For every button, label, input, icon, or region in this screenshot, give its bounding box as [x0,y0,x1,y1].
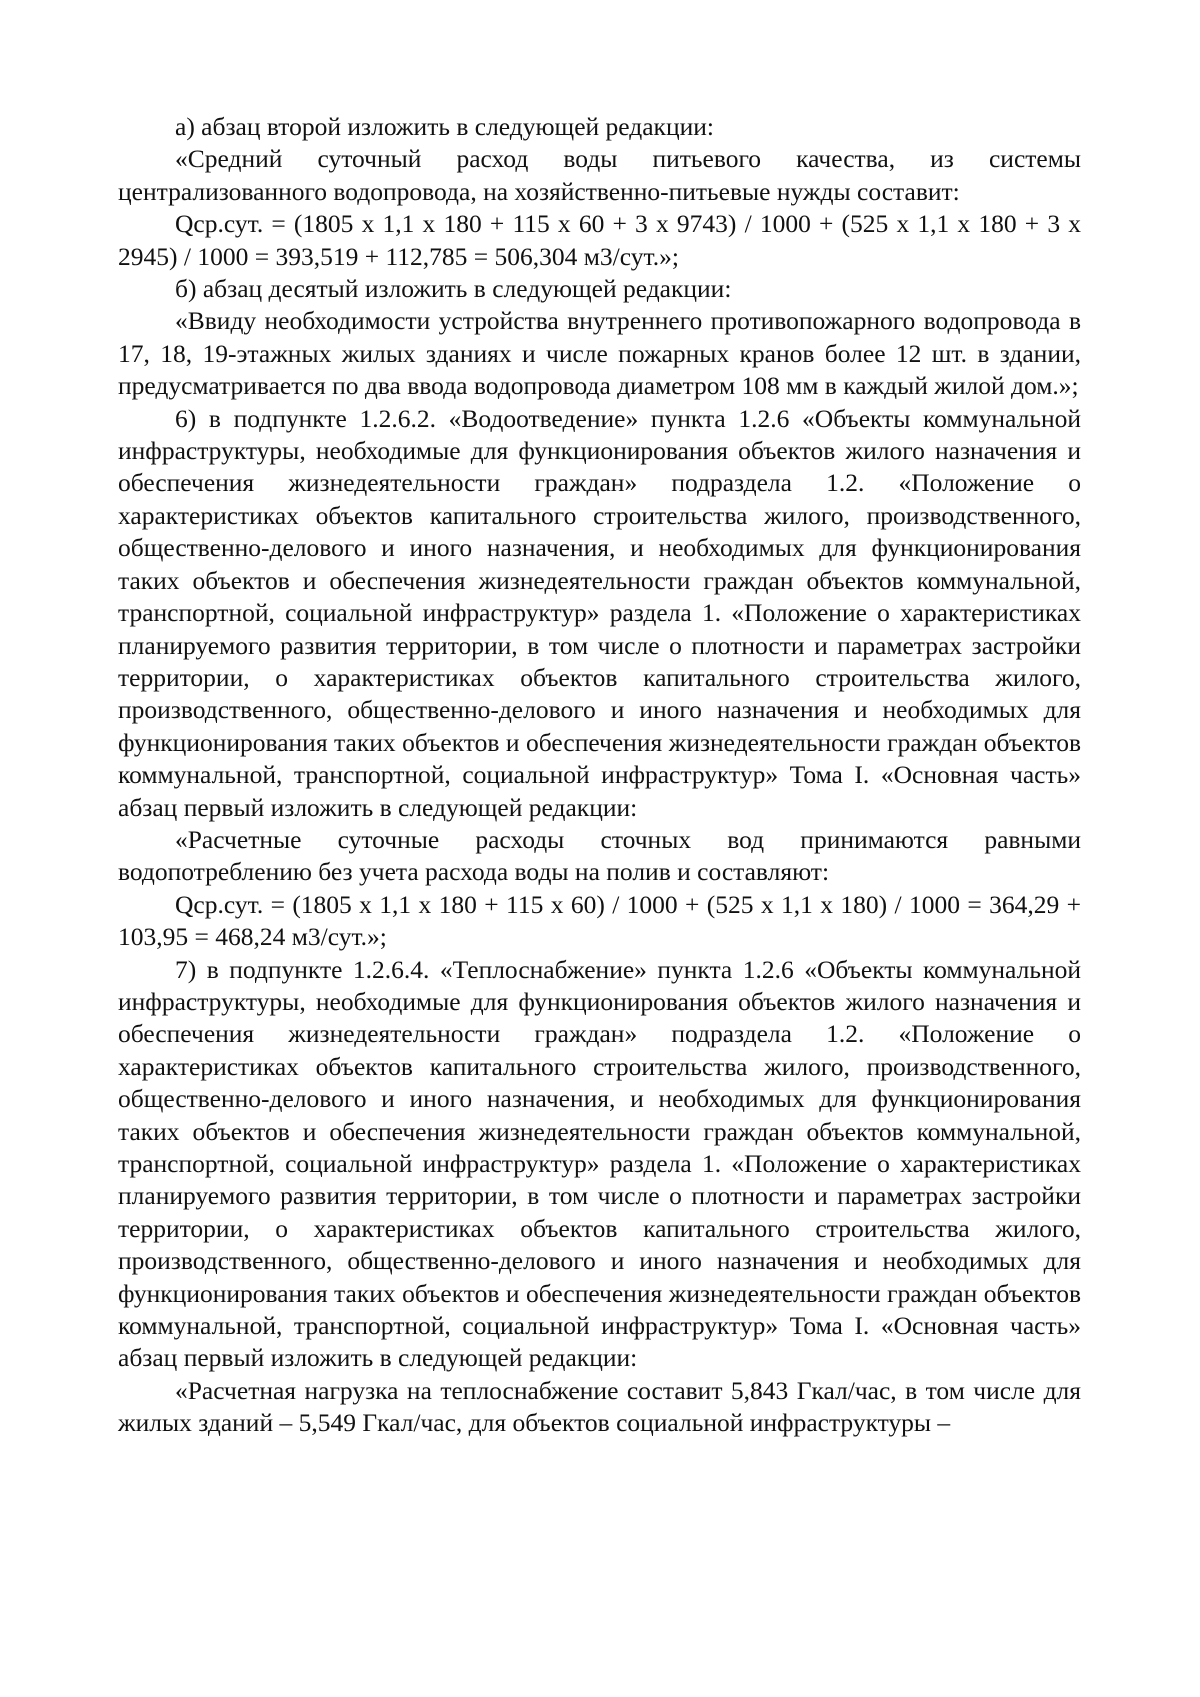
paragraph-item-7: 7) в подпункте 1.2.6.4. «Теплоснабжение» пункта 1.2.6 «Объекты коммунальной инфраструктуры, необходимые для функционирования объектов жилого назначения и обеспечения жизнедеятельности граждан» подраздела 1.2. «Положение о характеристиках объектов капитального строительства жилого, производственного, общественно-делового и иного назначения, и необходимых для функционирования таких объектов и обеспечения жизнедеятельности граждан объектов коммунальной, транспортной, социальной инфраструктур» раздела 1. «Положение о характеристиках планируемого развития территории, в том числе о плотности и параметрах застройки территории, о характеристиках объектов капитального строительства жилого, производственного, общественно-делового и иного назначения и необходимых для функционирования таких объектов и обеспечения жизнедеятельности граждан объектов коммунальной, транспортной, социальной инфраструктур» Тома I. «Основная часть» абзац первый изложить в следующей редакции: [118,954,1081,1373]
paragraph-formula-water: Qср.сут. = (1805 х 1,1 х 180 + 115 х 60 + 3 х 9743) / 1000 + (525 х 1,1 х 180 + 3 х 2945) / 1000 = 393,519 + 112,785 = 506,304 м3/сут.»; [118,209,1081,271]
paragraph-quote-water-consumption: «Средний суточный расход воды питьевого качества, из системы централизованного водопровода, на хозяйственно-питьевые нужды составит: [118,144,1081,206]
paragraph-item-b: б) абзац десятый изложить в следующей редакции: [175,274,732,304]
document-page [118,111,1081,1440]
paragraph-formula-wastewater: Qср.сут. = (1805 х 1,1 х 180 + 115 х 60) / 1000 + (525 х 1,1 х 180) / 1000 = 364,29 + 103,95 = 468,24 м3/сут.»; [118,889,1081,952]
paragraph-item-6: 6) в подпункте 1.2.6.2. «Водоотведение» пункта 1.2.6 «Объекты коммунальной инфраструктуры, необходимые для функционирования объектов жилого назначения и обеспечения жизнедеятельности граждан» подраздела 1.2. «Положение о характеристиках объектов капитального строительства жилого, производственного, общественно-делового и иного назначения, и необходимых для функционирования таких объектов и обеспечения жизнедеятельности граждан объектов коммунальной, транспортной, социальной инфраструктур» раздела 1. «Положение о характеристиках планируемого развития территории, в том числе о плотности и параметрах застройки территории, о характеристиках объектов капитального строительства жилого, производственного, общественно-делового и иного назначения и необходимых для функционирования таких объектов и обеспечения жизнедеятельности граждан объектов коммунальной, транспортной, социальной инфраструктур» Тома I. «Основная часть» абзац первый изложить в следующей редакции: [118,403,1081,822]
paragraph-quote-wastewater: «Расчетные суточные расходы сточных вод принимаются равными водопотреблению без учета расхода воды на полив и составляют: [118,824,1081,887]
paragraph-item-a: а) абзац второй изложить в следующей редакции: [175,112,714,141]
paragraph-quote-heat-load: «Расчетная нагрузка на теплоснабжение составит 5,843 Гкал/час, в том числе для жилых зданий – 5,549 Гкал/час, для объектов социальной инфраструктуры – [118,1375,1081,1438]
paragraph-quote-fire-water: «Ввиду необходимости устройства внутреннего противопожарного водопровода в 17, 18, 19-этажных жилых зданиях и числе пожарных кранов более 12 шт. в здании, предусматривается по два ввода водопровода диаметром 108 мм в каждый жилой дом.»; [118,306,1081,401]
